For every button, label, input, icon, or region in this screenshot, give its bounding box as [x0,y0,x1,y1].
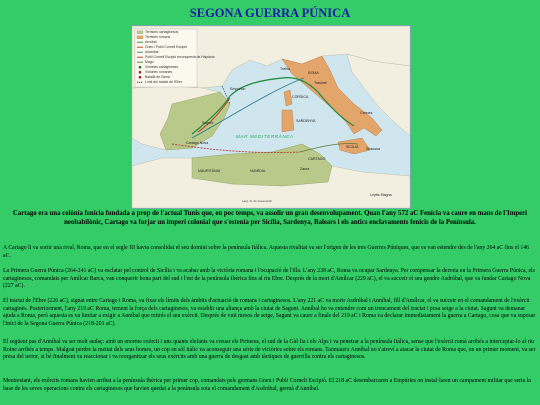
sardinia [282,110,294,132]
page-title: SEGONA GUERRA PÚNICA [189,6,351,20]
second-punic-war-map [131,25,411,209]
legend-item [137,45,187,49]
legend-symbol [139,66,142,69]
legend-label: Asdrúbal [145,50,159,54]
label-trebia: Trèbia [280,67,291,71]
paragraph-1: A Cartago li va sortir una rival, Roma, que en el segle III havia consolidat el seu domini sobre la península Itàlica. Aquesta rivalitat va ser l'origen de les tres Guerres Púniques, que es van estendre des de l'any 264 aC fins el 146 aC. [3,245,530,259]
paragraph-4: El següent pas d'Anníbal va ser molt audaç: amb un enorme exèrcit i uns quants elefants va creuar els Pirineus, el sud de la Gàl·lia i els Alps i va penetrar a la península Itàlica, sense que l'exèrcit romà arribés a interceptar-lo al riu Roine arribés a temps. Malgrat perdre la meitat dels seus homes, un cop en sòl itàlic va aconseguir una sèrie de victòries sobre els romans. Tanmateix Anníbal no s'atreví a atacar la ciutat de Roma que, en un primer moment, va ser presa del terror, si bé finalment va reaccionar i va reorganitzar els seus exèrcits amb una guerra de desgast amb tàctiques de guerrilla contra els cartaginesos. [3,339,536,361]
legend-label: Batalla de Zama [145,75,170,79]
legend-symbol [139,76,142,79]
paragraph-2: La Primera Guerra Púnica (264-241 aC) va esclatar pel control de Sicília i va acabar amb la victòria romana i l'ocupació de l'illa. L'any 238 aC, Roma va ocupar Sardenya. Per compensar la derrota en la Primera Guerra Púnica, els cartaginesos, comandats per Amílcar Barca, van conquerir bona part del sud i l'est de la península Ibèrica fins al riu Ebre. Després de la mort d'Amílcar (229 aC), el va succeir el seu gendre Asdrúbal, que va fundar Cartago Nova (227 aC). [3,268,535,290]
legend-symbol [137,36,143,39]
legend-label: Magó [145,60,154,64]
label-emporion: Empòrion [230,87,246,91]
legend-label: Victòries romanes [145,70,173,74]
legend-symbol [137,31,143,34]
legend-label: Victòries cartagineses [145,65,179,69]
label-zama: Zama [300,167,310,171]
legend-label: Publi Corneli Escipió reconquesta de Hispània [145,55,215,59]
paragraph-5: Mentrestant, els exèrcits romans havien arribat a la península Ibèrica per primer cop, comandats pels germans Gneu i Publi Corneli Escipió. El 218 aC desembarcaren a Empúries on instal·laren un campament militar que seria la base de les seves operacions contra els cartaginesos que havien quedat a la península sota el comandament d'Asdrúbal, germà d'Anníbal. [3,378,531,392]
legend-item [137,55,215,59]
label-siracusa: Siracusa [366,147,380,151]
label-cartago-nova: Cartago Nova [186,141,209,145]
intro-text: Cartago era una colònia fenicia fundada a prop de l'actual Tunis que, en poc temps, va assolir un gran desenvolupament. Quan l'any 572 aC Fenícia va caure en mans de l'Imperi neobabilònic, Cartago va forjar un imperi colonial que s'estenia per Sicília, Sardenya, Balears i els antics enclavaments fenicis de la Península. [12,210,528,226]
legend-label: Gneu i Publi Corneli Escipió [145,45,188,49]
label-roma: ROMA [308,71,319,75]
label-sardenya: SARDENYA [296,119,316,123]
legend-label: Territoris romans [145,35,171,39]
map-graphic [132,26,410,208]
label-sicilia: SICÍLIA [346,145,359,149]
map-credit: Larg. R. de Greenwich [242,199,273,203]
label-trasime: Trasimè [314,81,327,85]
label-cannes: Cannes [360,111,373,115]
paragraph-3: El tractat de l'Ebre (226 aC), signat entre Cartago i Roma, va fixar els límits dels àmbits d'actuació de romans i cartaginesos. L'any 221 aC va morir Asdrúbal i Anníbal, fill d'Amílcar, el va succeir en el comandament de l'exèrcit cartaginès. Posteriorment, l'any 219 aC Roma, tement la força dels cartaginesos, va establir una aliança amb la ciutat de Sagunt. Anníbal ho va entendre com un trencament del tractat i posa setge a la ciutat. Sagunt va demanar ajuda a Roma, però aquesta es va limitar a exigir a Anníbal que retirés el seu exèrcit. Després de vuit mesos de setge, Sagunt va caure a finals del 219 aC i Roma va declarar immediatament la guerra a Cartago, cosa que va suposar l'inici de la Segona Guerra Púnica (218-201 aC). [3,298,536,327]
label-numidia: NUMÍDIA [250,169,266,173]
sea-label: MAR MEDITERRÀNEA [236,134,294,139]
legend-label: Límit del tractat de l'Ebre [145,80,183,84]
label-corsica: CÒRSICA [292,95,309,99]
label-mauritania: MAURITÀNIA [198,169,221,173]
label-sagunt: Sagunt [202,121,214,125]
legend-label: Anníbal [145,40,157,44]
legend-label: Territoris cartaginesos [145,30,179,34]
label-cartago: CARTAGO [308,157,326,161]
legend-item [139,65,179,69]
label-leptis: Leptis Magna [370,193,392,197]
legend-symbol [139,71,142,74]
